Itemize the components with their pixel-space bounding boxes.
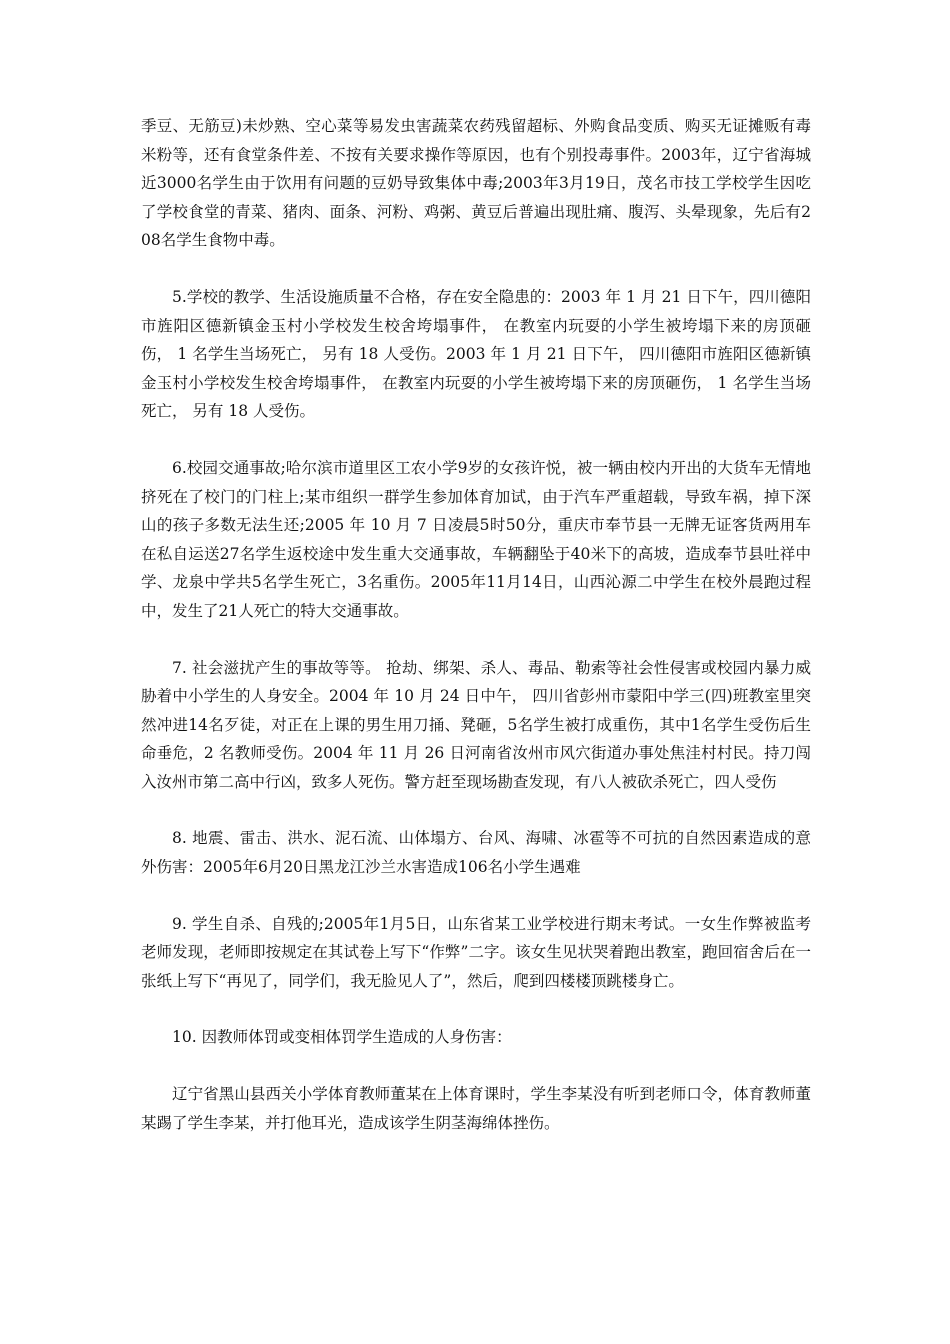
paragraph-item-5-facilities: 5.学校的教学、生活设施质量不合格，存在安全隐患的：2003 年 1 月 21 日下午，四川德阳市旌阳区德新镇金玉村小学校发生校舍垮塌事件， 在教室内玩耍的小学生被垮塌下来的房顶砸伤， 1 名学生当场死亡， 另有 18 人受伤。2003 年 1 月 21 日下午， 四川德阳市旌阳区德新镇金玉村小学校发生校舍垮塌事件， 在教室内玩耍的小学生被垮塌下来的房顶砸伤， 1 名学生当场死亡， 另有 18 人受伤。 (141, 287, 811, 421)
document-page (141, 112, 811, 1165)
paragraph-food-poisoning-continued: 季豆、无筋豆)未炒熟、空心菜等易发虫害蔬菜农药残留超标、外购食品变质、购买无证摊贩有毒米粉等，还有食堂条件差、不按有关要求操作等原因，也有个别投毒事件。2003年，辽宁省海城近3000名学生由于饮用有问题的豆奶导致集体中毒;2003年3月19日，茂名市技工学校学生因吃了学校食堂的青菜、猪肉、面条、河粉、鸡粥、黄豆后普遍出现肚痛、腹泻、头晕现象，先后有208名学生食物中毒。 (141, 117, 811, 250)
paragraph-item-10-corporal-punishment: 10. 因教师体罚或变相体罚学生造成的人身伤害： (172, 1028, 512, 1047)
paragraph-item-9-self-harm: 9. 学生自杀、自残的;2005年1月5日，山东省某工业学校进行期末考试。一女生作弊被监考老师发现，老师即按规定在其试卷上写下“作弊”二字。该女生见状哭着跑出教室，跑回宿舍后在一张纸上写下“再见了，同学们，我无脸见人了”，然后，爬到四楼楼顶跳楼身亡。 (141, 914, 811, 990)
paragraph-item-8-natural-disasters: 8. 地震、雷击、洪水、泥石流、山体塌方、台风、海啸、冰雹等不可抗的自然因素造成的意外伤害：2005年6月20日黑龙江沙兰水害造成106名小学生遇难 (141, 829, 811, 877)
paragraph-corporal-punishment-case: 辽宁省黑山县西关小学体育教师董某在上体育课时，学生李某没有听到老师口令，体育教师董某踢了学生李某，并打他耳光，造成该学生阴茎海绵体挫伤。 (141, 1085, 811, 1132)
paragraph-item-6-traffic: 6.校园交通事故;哈尔滨市道里区工农小学9岁的女孩许悦，被一辆由校内开出的大货车无情地挤死在了校门的门柱上;某市组织一群学生参加体育加试，由于汽车严重超载，导致车祸，掉下深山的孩子多数无法生还;2005 年 10 月 7 日凌晨5时50分，重庆市奉节县一无牌无证客货两用车在私自运送27名学生返校途中发生重大交通事故，车辆翻坠于40米下的高坡，造成奉节县吐祥中学、龙泉中学共5名学生死亡，3名重伤。2005年11月14日，山西沁源二中学生在校外晨跑过程中，发生了21人死亡的特大交通事故。 (141, 458, 811, 620)
paragraph-item-7-social-harassment: 7. 社会滋扰产生的事故等等。 抢劫、绑架、杀人、毒品、勒索等社会性侵害或校园内暴力威胁着中小学生的人身安全。2004 年 10 月 24 日中午， 四川省彭州市蒙阳中学三(四)班教室里突然冲进14名歹徒，对正在上课的男生用刀捅、凳砸，5名学生被打成重伤，其中1名学生受伤后生命垂危，2 名教师受伤。2004 年 11 月 26 日河南省汝州市风穴街道办事处焦洼村村民。持刀闯入汝州市第二高中行凶，致多人死伤。警方赶至现场勘查发现，有八人被砍杀死亡，四人受伤 (141, 658, 811, 791)
